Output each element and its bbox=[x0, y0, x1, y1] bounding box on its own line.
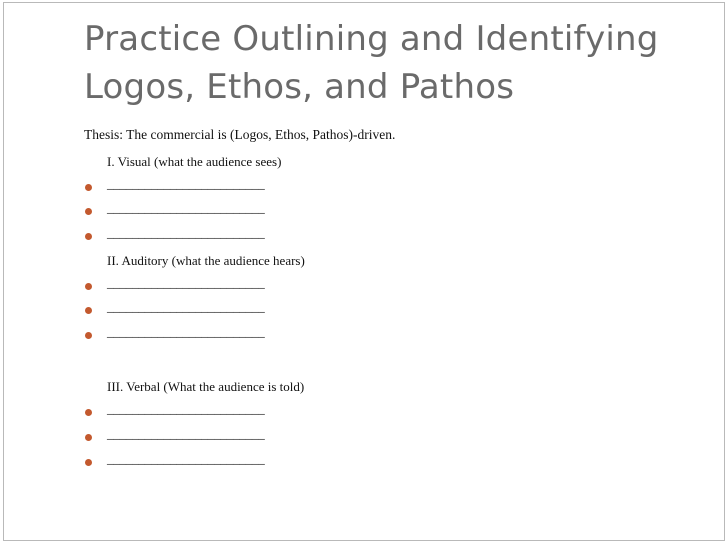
blank-line: _________________________ bbox=[107, 275, 265, 290]
blank-line: _________________________ bbox=[107, 324, 265, 339]
blank-line: _________________________ bbox=[107, 200, 265, 215]
blank-line: _________________________ bbox=[107, 401, 265, 416]
slide-content bbox=[4, 3, 724, 540]
list-item bbox=[4, 324, 724, 345]
bullet-icon bbox=[85, 409, 92, 416]
list-item bbox=[4, 275, 724, 296]
bullet-icon bbox=[85, 332, 92, 339]
list-item bbox=[4, 451, 724, 472]
list-item bbox=[4, 176, 724, 197]
slide-title-line-2: Logos, Ethos, and Pathos bbox=[84, 67, 515, 107]
list-item bbox=[4, 401, 724, 422]
blank-line: _________________________ bbox=[107, 225, 265, 240]
section-heading-verbal: III. Verbal (What the audience is told) bbox=[107, 379, 305, 394]
thesis-text: Thesis: The commercial is (Logos, Ethos, Pathos)-driven. bbox=[84, 127, 396, 142]
blank-line: _________________________ bbox=[107, 299, 265, 314]
list-item bbox=[4, 299, 724, 320]
list-item bbox=[4, 200, 724, 221]
bullet-icon bbox=[85, 459, 92, 466]
blank-line: _________________________ bbox=[107, 426, 265, 441]
slide-title-line-1: Practice Outlining and Identifying bbox=[84, 19, 659, 59]
section-heading-visual: I. Visual (what the audience sees) bbox=[107, 154, 282, 169]
bullet-icon bbox=[85, 184, 92, 191]
list-item bbox=[4, 225, 724, 246]
blank-line: _________________________ bbox=[107, 451, 265, 466]
section-heading-auditory: II. Auditory (what the audience hears) bbox=[107, 253, 305, 268]
list-item bbox=[4, 426, 724, 447]
bullet-icon bbox=[85, 307, 92, 314]
slide bbox=[3, 2, 725, 541]
bullet-icon bbox=[85, 208, 92, 215]
bullet-icon bbox=[85, 283, 92, 290]
bullet-icon bbox=[85, 434, 92, 441]
bullet-icon bbox=[85, 233, 92, 240]
blank-line: _________________________ bbox=[107, 176, 265, 191]
